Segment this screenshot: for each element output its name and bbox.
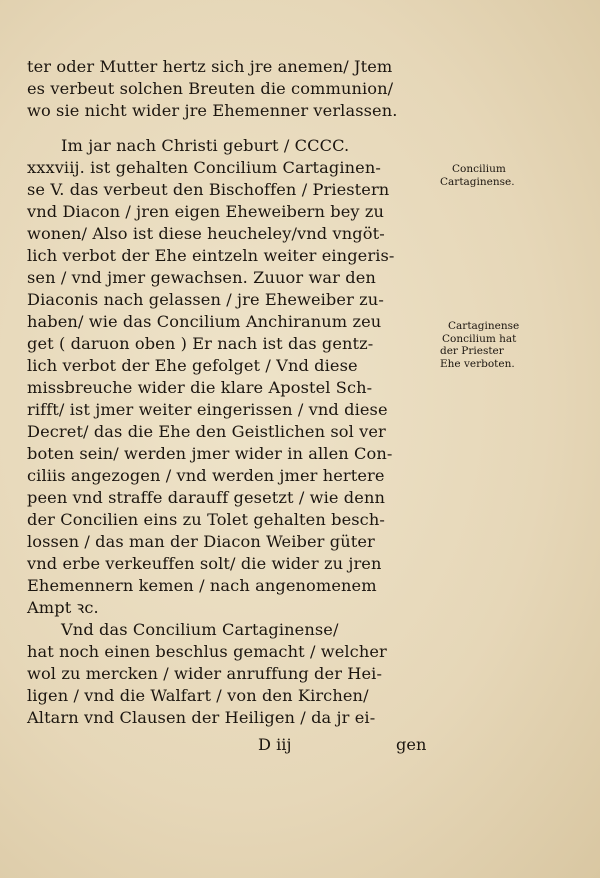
text-line: Ampt ꝛc. xyxy=(27,598,99,617)
main-text-block xyxy=(27,56,439,729)
paragraph-start-line: Vnd das Concilium Cartaginense/ xyxy=(61,620,339,639)
catchword: gen xyxy=(396,735,427,754)
text-line: lich verbot der Ehe gefolget / Vnd diese xyxy=(27,356,358,375)
text-line: ter oder Mutter hertz sich jre anemen/ Jtem xyxy=(27,57,393,76)
text-line: der Concilien eins zu Tolet gehalten besch- xyxy=(27,510,385,529)
text-line: se V. das verbeut den Bischoffen / Priestern xyxy=(27,180,390,199)
text-line: ciliis angezogen / vnd werden jmer hertere xyxy=(27,466,385,485)
paragraph-start-line: Im jar nach Christi geburt / CCCC. xyxy=(61,136,350,155)
margin-note-line: Cartaginense xyxy=(448,320,520,332)
text-line: ligen / vnd die Walfart / von den Kirchen/ xyxy=(27,686,369,705)
text-line: get ( daruon oben ) Er nach ist das gentz- xyxy=(27,334,374,353)
margin-note-ehe-verboten xyxy=(440,320,590,370)
text-line: wo sie nicht wider jre Ehemenner verlassen. xyxy=(27,101,398,120)
text-line: vnd erbe verkeuffen solt/ die wider zu jren xyxy=(27,554,382,573)
text-line: sen / vnd jmer gewachsen. Zuuor war den xyxy=(27,268,376,287)
text-line: haben/ wie das Concilium Anchiranum zeu xyxy=(27,312,382,331)
signature-mark: D iij xyxy=(258,735,292,754)
margin-note-line: Concilium hat xyxy=(442,332,517,345)
margin-note-line: Cartaginense. xyxy=(440,175,515,188)
text-line: hat noch einen beschlus gemacht / welcher xyxy=(27,642,387,661)
text-line: peen vnd straffe darauff gesetzt / wie denn xyxy=(27,488,385,507)
text-line: Ehemennern kemen / nach angenomenem xyxy=(27,576,377,595)
text-line: xxxviij. ist gehalten Concilium Cartaginen- xyxy=(27,158,381,177)
text-line: vnd Diacon / jren eigen Eheweibern bey zu xyxy=(27,202,385,221)
text-line: wol zu mercken / wider anruffung der Hei- xyxy=(27,664,383,683)
text-line: Diaconis nach gelassen / jre Eheweiber zu- xyxy=(27,290,384,309)
text-line: Decret/ das die Ehe den Geistlichen sol ver xyxy=(27,422,386,441)
text-line: missbreuche wider die klare Apostel Sch- xyxy=(27,378,373,397)
margin-note-concilium xyxy=(440,163,590,188)
text-line: Altarn vnd Clausen der Heiligen / da jr ei- xyxy=(27,708,376,727)
text-line: rifft/ ist jmer weiter eingerissen / vnd diese xyxy=(27,400,388,419)
margin-note-line: Ehe verboten. xyxy=(440,357,515,370)
text-line: wonen/ Also ist diese heucheley/vnd vngöt- xyxy=(27,224,385,243)
text-line: boten sein/ werden jmer wider in allen Con- xyxy=(27,444,393,463)
text-line: lossen / das man der Diacon Weiber güter xyxy=(27,532,375,551)
text-line: lich verbot der Ehe eintzeln weiter eingeris- xyxy=(27,246,395,265)
margin-note-line: Concilium xyxy=(452,163,506,175)
text-line: es verbeut solchen Breuten die communion/ xyxy=(27,79,394,98)
margin-note-line: der Priester xyxy=(440,345,504,357)
